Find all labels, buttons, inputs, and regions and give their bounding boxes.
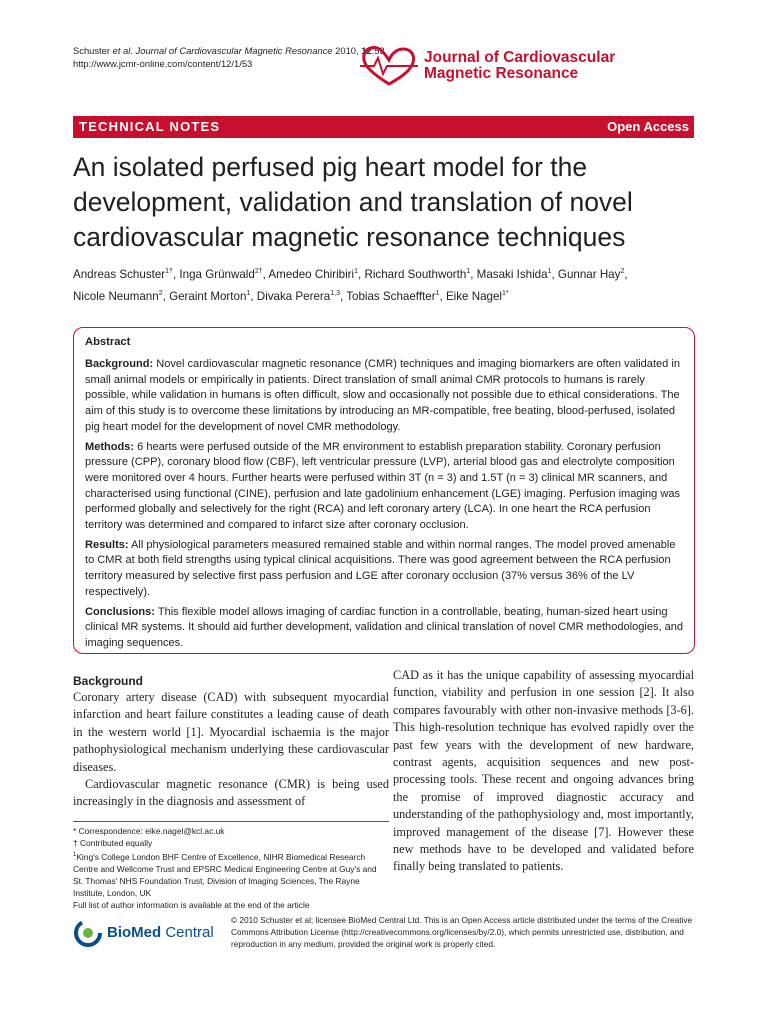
author-affiliation-sup: 1 (547, 268, 552, 275)
author-affiliation-sup: 1† (165, 268, 173, 275)
license-text: © 2010 Schuster et al; licensee BioMed Central Ltd. This is an Open Access article distributed under the terms of the Creative Commons Attribution License (http://creativecommons.org/licenses/by/2.0), which permits unrestricted use, distribution, and reproduction in any medium, provided the original work is properly cited. (231, 915, 693, 949)
author-name: Gunnar Hay (557, 268, 621, 281)
citation-header (73, 44, 385, 70)
author-affiliation-sup: 1 (246, 290, 251, 297)
author-name: Divaka Perera (256, 290, 331, 303)
section-label: TECHNICAL NOTES (79, 119, 221, 134)
abstract-methods (85, 440, 684, 534)
section-banner (73, 116, 694, 138)
author-line-2: Nicole Neumann$^2$, Geraint Morton$^1$, Divaka Perera$^{1,3}$, Tobias Schaeffter$^1$, Eike Nagel$^{1*}$ (73, 290, 509, 303)
journal-name-line2: Magnetic Resonance (424, 65, 579, 82)
body-paragraph: Cardiovascular magnetic resonance (CMR) is being used increasingly in the diagnosis and assessment of (73, 777, 389, 809)
author-affiliation-sup: 1 (435, 290, 440, 297)
citation-year: 2010, (332, 45, 362, 56)
abstract-text: This flexible model allows imaging of cardiac function in a controllable, beating, human-sized heart using clinical MR systems. It should aid further development, validation and clinical translation of novel CMR methodologies, and imaging sequences. (85, 605, 684, 649)
abstract-label: Methods: (85, 440, 135, 453)
author-affiliation-sup: 2 (620, 268, 625, 275)
body-paragraph: Coronary artery disease (CAD) with subsequent myocardial infarction and heart failure constitutes a leading cause of death in the western world [1]. Myocardial ischaemia is the major pathophysiological mechanism underlying these cardiovascular diseases. (73, 690, 389, 774)
author-affiliation-sup: 2 (158, 290, 163, 297)
body-right-column (393, 667, 694, 876)
background-heading: Background (73, 674, 144, 688)
affiliation-text: King's College London BHF Centre of Excellence, NIHR Biomedical Research Centre and Wellcome Trust and EPSRC Medical Engineering Centre at Guy's and St. Thomas' NHS Foundation Trust, Division of Imaging Sciences, The Rayne Institute, London, UK (73, 851, 377, 899)
abstract-text: 6 hearts were perfused outside of the MR environment to establish preparation stability. Coronary perfusion pressure (CPP), coronary blood flow (CBF), left ventricular pressure (LVP), arterial blood gas and electrolyte composition were monitored over 4 hours. Further hearts were perfused within 3T (n = 3) and 1.5T (n = 3) clinical MR scanners, and characterised using functional (CINE), perfusion and late gadolinium enhancement (LGE) imaging. Perfusion imaging was performed globally and selectively for the right (RCA) and left coronary artery (LCA). In one heart the RCA perfusion territory was determined and compared to infarct size after coronary occlusion. (85, 440, 681, 532)
abstract-label: Background: (85, 358, 154, 370)
author-name: Amedeo Chiribiri (268, 268, 355, 281)
journal-name-line1: Journal of Cardiovascular (424, 49, 616, 66)
author-name: Nicole Neumann (73, 290, 159, 303)
journal-name (424, 50, 615, 82)
contributed-note: † Contributed equally (73, 838, 153, 849)
author-affiliation-sup: 2† (254, 268, 263, 275)
open-access-label: Open Access (607, 119, 689, 134)
author-name: Masaki Ishida (476, 268, 548, 281)
author-line-1: Andreas Schuster$^{1\dagger}$, Inga Grünwald$^{2\dagger}$, Amedeo Chiribiri$^1$, Richard Southworth$^1$, Masaki Ishida$^1$, Gunnar Hay$^2$, (73, 268, 628, 281)
heart-logo-icon (356, 44, 422, 88)
biomed-central-logo (73, 917, 223, 951)
citation-authors: Schuster (73, 45, 113, 56)
author-affiliation-sup: 1 (354, 268, 359, 275)
abstract-text: All physiological parameters measured remained stable and within normal ranges. The model proved amenable to CMR at both field strengths using typical clinical acquisitions. There was good agreement between the RCA perfusion territory measured by selective first pass perfusion and LGE after coronary occlusion (37% versus 36% of the LV respectively). (85, 538, 676, 598)
abstract-label: Results: (85, 538, 129, 551)
brand-bold: BioMed (107, 924, 162, 941)
footnotes (73, 821, 389, 911)
citation-volume: 12 (361, 45, 372, 56)
brand-regular: Central (161, 924, 214, 941)
abstract-conclusions (85, 605, 684, 652)
abstract-background (85, 357, 684, 436)
author-name: Geraint Morton (169, 290, 247, 303)
article-title: An isolated perfused pig heart model for the development, validation and translation of novel cardiovascular magnetic resonance techniques (73, 152, 633, 252)
author-name: Richard Southworth (364, 268, 467, 281)
biomed-central-wordmark (107, 924, 214, 941)
author-name: Tobias Schaeffter (346, 290, 436, 303)
abstract-text: Novel cardiovascular magnetic resonance (CMR) techniques and imaging biomarkers are often validated in small animal models or empirically in patients. Direct translation of small animal CMR protocols to humans is rarely possible, while validation in humans is often difficult, slow and occasionally not possible due to ethical considerations. The aim of this study is to overcome these limitations by introducing an MR-compatible, free beating, blood-perfused, isolated pig heart model for the development of novel CMR methodology. (85, 358, 680, 433)
author-name: Andreas Schuster (73, 268, 166, 281)
author-name: Eike Nagel (445, 290, 503, 303)
affiliation-note (73, 849, 389, 899)
body-left-column (73, 674, 389, 811)
citation-journal: et al. Journal of Cardiovascular Magnetic Resonance (112, 45, 333, 56)
author-affiliation-sup: 1 (466, 268, 471, 275)
article-url[interactable]: http://www.jcmr-online.com/content/12/1/53 (73, 58, 253, 69)
journal-logo (356, 44, 696, 88)
author-list (73, 264, 703, 308)
abstract-label: Conclusions: (85, 605, 155, 618)
author-name: Inga Grünwald (179, 268, 255, 281)
author-affiliation-sup: 1,3 (330, 290, 340, 297)
abstract-heading: Abstract (85, 336, 131, 348)
citation-page: :53 (371, 45, 385, 56)
citation-line (73, 44, 385, 57)
abstract-box (73, 327, 695, 654)
correspondence-note: * Correspondence: eike.nagel@kcl.ac.uk (73, 826, 225, 836)
body-paragraph: CAD as it has the unique capability of assessing myocardial function, viability and perfusion in one session [2]. It also compares favourably with other non-invasive methods [3-6]. This high-resolution technique has evolved rapidly over the past few years with the development of new hardware, contrast agents, acquisition sequences and new post-processing tools. These recent and ongoing advances bring the promise of improved diagnostic accuracy and understanding of the pathophysiology and, most importantly, improved management of the disease [7]. However these new methods have to be developed and validated before finally being translated to patients. (393, 668, 694, 874)
biomed-central-swirl-icon (73, 918, 103, 948)
affiliation-sup: 1 (73, 852, 77, 859)
author-affiliation-sup: 1* (502, 290, 509, 297)
abstract-results (85, 538, 684, 601)
full-list-note: Full list of author information is available at the end of the article (73, 900, 310, 911)
